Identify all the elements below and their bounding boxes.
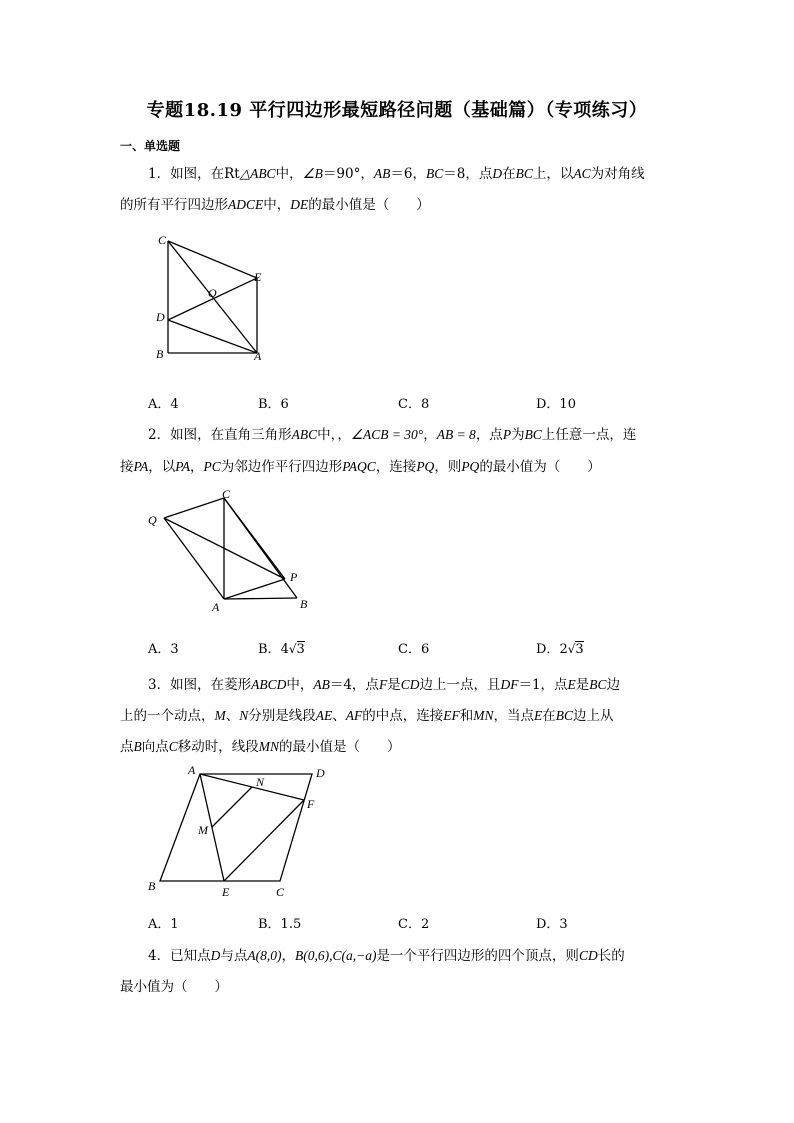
svg-text:F: F bbox=[307, 797, 315, 811]
q2-option-a[interactable]: A．3 bbox=[148, 642, 179, 657]
q3-option-a[interactable]: A．1 bbox=[148, 917, 179, 932]
q1-options bbox=[148, 393, 708, 413]
q1-option-b[interactable]: B．6 bbox=[258, 397, 289, 412]
q2-option-b[interactable]: B．4√3 bbox=[258, 642, 305, 657]
q2-line-1: 2．如图，在直角三角形ABC中，，∠ACB = 30°，AB = 8，点P为BC上任意一点，连 bbox=[148, 427, 637, 443]
q3-option-b[interactable]: B．1.5 bbox=[258, 917, 302, 932]
svg-text:E: E bbox=[222, 885, 230, 899]
q3-line-3: 点B向点C移动时，线段MN的最小值是（ ） bbox=[120, 739, 401, 755]
q1-option-d[interactable]: D．10 bbox=[536, 397, 576, 412]
q3-option-c[interactable]: C．2 bbox=[398, 917, 430, 932]
svg-text:B: B bbox=[300, 597, 308, 611]
figure-2 bbox=[140, 484, 330, 624]
section-heading: 一、单选题 bbox=[120, 139, 181, 153]
q2-line-2: 接PA，以PA，PC为邻边作平行四边形PAQC，连接PQ，则PQ的最小值为（ ） bbox=[120, 459, 601, 475]
page-title: 专题18.19 平行四边形最短路径问题（基础篇）（专项练习） bbox=[146, 100, 648, 121]
svg-text:M: M bbox=[198, 823, 208, 837]
svg-text:E: E bbox=[254, 270, 262, 284]
figure-3 bbox=[140, 760, 340, 900]
q2-options bbox=[148, 638, 708, 658]
q3-option-d[interactable]: D．3 bbox=[536, 917, 568, 932]
svg-text:A: A bbox=[188, 763, 196, 777]
svg-text:B: B bbox=[148, 879, 156, 893]
q3-line-1: 3．如图，在菱形ABCD中，AB＝4，点F是CD边上一点，且DF＝1，点E是BC边 bbox=[148, 677, 621, 693]
svg-text:P: P bbox=[290, 570, 298, 584]
q3-line-2: 上的一个动点，M、N分别是线段AE、AF的中点，连接EF和MN，当点E在BC边上从 bbox=[120, 708, 614, 724]
svg-text:Q: Q bbox=[148, 513, 157, 527]
svg-text:N: N bbox=[256, 775, 265, 789]
q3-options bbox=[148, 913, 708, 933]
svg-text:C: C bbox=[276, 885, 285, 899]
q1-line-2: 的所有平行四边形ADCE中，DE的最小值是（ ） bbox=[120, 197, 430, 213]
svg-text:C: C bbox=[222, 487, 231, 501]
svg-text:A: A bbox=[212, 600, 220, 614]
q2-option-d[interactable]: D．2√3 bbox=[536, 642, 584, 657]
svg-text:C: C bbox=[158, 233, 167, 247]
svg-text:A: A bbox=[254, 349, 262, 363]
q1-line-1: 1．如图，在Rt△ABC中，∠B＝90°，AB＝6，BC＝8，点D在BC上，以AC为对角线 bbox=[148, 166, 645, 182]
figure-1 bbox=[150, 228, 280, 368]
q1-option-a[interactable]: A．4 bbox=[148, 397, 179, 412]
q4-line-1: 4．已知点D与点A(8,0)，B(0,6),C(a,−a)是一个平行四边形的四个顶点，则CD长的 bbox=[148, 948, 625, 964]
q1-option-c[interactable]: C．8 bbox=[398, 397, 430, 412]
svg-text:D: D bbox=[156, 310, 165, 324]
q2-option-c[interactable]: C．6 bbox=[398, 642, 430, 657]
q4-line-2: 最小值为（ ） bbox=[120, 979, 228, 995]
svg-text:B: B bbox=[156, 347, 164, 361]
svg-text:D: D bbox=[316, 766, 325, 780]
svg-text:O: O bbox=[208, 286, 217, 300]
